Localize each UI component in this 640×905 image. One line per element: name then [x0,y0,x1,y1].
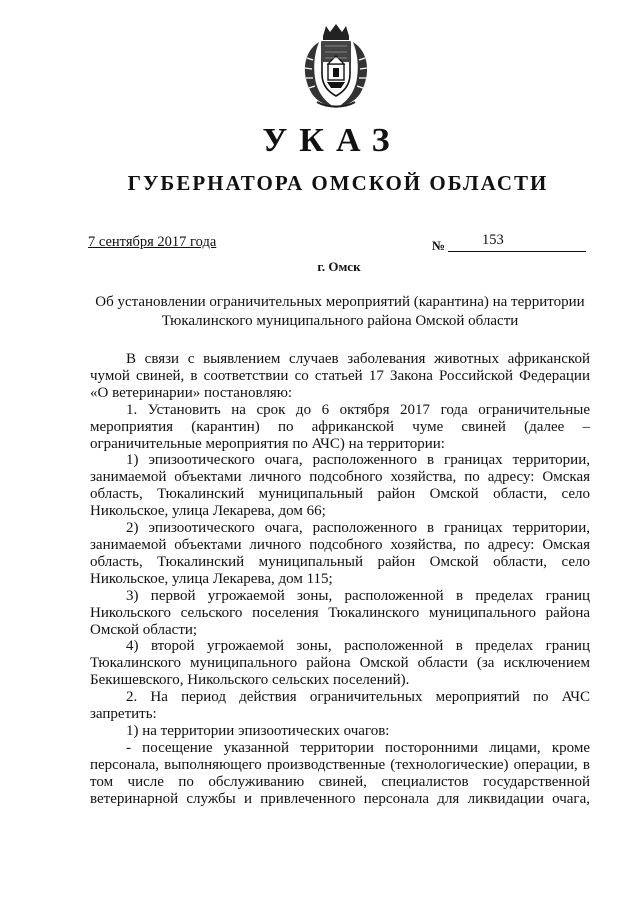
body-text-line: - посещение указанной территории посторонними лицами, кроме [126,739,590,756]
document-date: 7 сентября 2017 года [88,234,217,250]
body-text-line: 3) первой угрожаемой зоны, расположенной в пределах границ [126,587,590,604]
body-text-line: том числе по обслуживанию свиней, специалистов государственной [90,773,590,790]
body-text-line: ограничительные мероприятия по АЧС) на территории: [90,435,445,452]
body-text-line: ветеринарной службы и привлеченного персонала для ликвидации очага, [90,790,590,807]
body-text-line: мероприятия (карантин) по африканской чуме свиней (далее – [90,418,590,435]
body-text-line: 2) эпизоотического очага, расположенного в границах территории, [126,520,590,537]
body-text-line: занимаемой объектами личного подсобного хозяйства, по адресу: Омская [90,536,590,553]
document-body [90,351,590,807]
body-text-line: 2. На период действия ограничительных мероприятий по АЧС [126,689,590,706]
body-text-line: запретить: [90,706,157,723]
body-text-line: 1. Установить на срок до 6 октября 2017 года ограничительные [126,401,590,418]
document-title: УКАЗ [262,122,402,159]
document-subject [90,293,590,331]
body-text-line: 1) на территории эпизоотических очагов: [126,722,390,739]
omsk-coat-of-arms-icon [297,22,375,112]
body-text-line: занимаемой объектами личного подсобного хозяйства, по адресу: Омская [90,469,590,486]
coat-of-arms-emblem [297,22,375,112]
subject-line: Тюкалинского муниципального района Омской области [161,313,519,329]
body-text-line: Никольского сельского поселения Тюкалинского муниципального района [90,604,590,621]
body-text-line: Никольское, улица Лекарева, дом 115; [90,570,333,587]
body-text-line: Никольское, улица Лекарева, дом 66; [90,503,326,520]
document-number-underline [448,251,586,252]
document-city: г. Омск [317,259,361,274]
body-text-line: область, Тюкалинский муниципальный район Омской области, село [90,553,590,570]
document-number-label: № [432,238,446,253]
body-text-line: Тюкалинского муниципального района Омской области (за исключением [90,655,590,672]
body-text-line: 1) эпизоотического очага, расположенного в границах территории, [126,452,590,469]
subject-line: Об установлении ограничительных мероприятий (карантина) на территории [95,294,585,310]
body-text-line: «О ветеринарии» постановляю: [90,384,293,401]
body-text-line: область, Тюкалинский муниципальный район Омской области, село [90,486,590,503]
document-subtitle: ГУБЕРНАТОРА ОМСКОЙ ОБЛАСТИ [127,171,549,195]
body-text-line: Бекишевского, Никольского сельских поселений). [90,672,410,689]
body-text-line: Омской области; [90,621,198,638]
document-number: 153 [482,232,504,248]
body-text-line: 4) второй угрожаемой зоны, расположенной в пределах границ [126,638,590,655]
body-text-line: В связи с выявлением случаев заболевания животных африканской [126,351,590,367]
body-text-line: чумой свиней, в соответствии со статьей 17 Закона Российской Федерации [90,367,590,384]
body-text-line: персонала, выполняющего производственные (технологические) операции, в [90,756,590,773]
